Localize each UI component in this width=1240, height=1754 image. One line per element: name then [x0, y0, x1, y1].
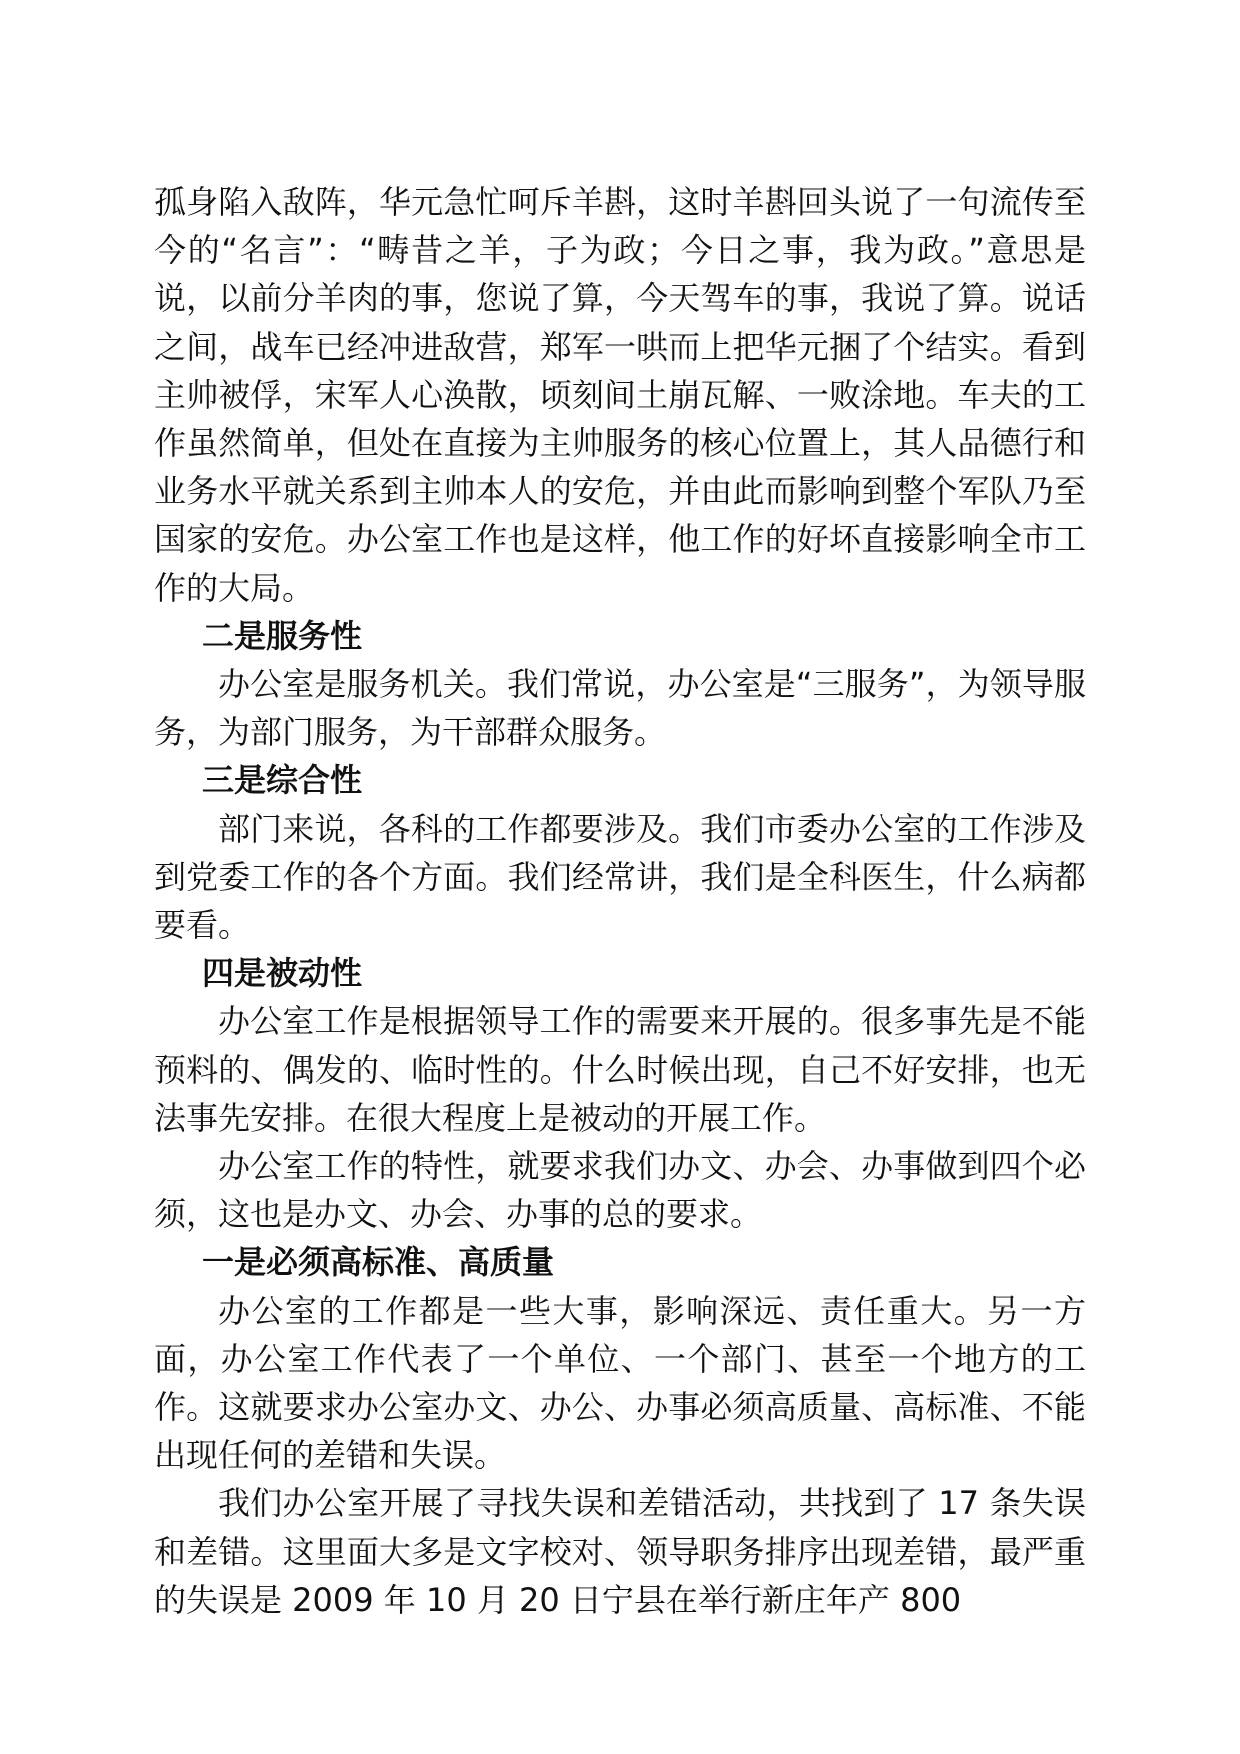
section-heading-service: 二是服务性: [202, 616, 363, 655]
paragraph-passive: 办公室工作是根据领导工作的需要来开展的。很多事先是不能预料的、偶发的、临时性的。什么时候出现，自己不好安排，也无法事先安排。在很大程度上是被动的开展工作。: [154, 1002, 1086, 1137]
paragraph-requirements: 办公室工作的特性，就要求我们办文、办会、办事做到四个必须，这也是办文、办会、办事的总的要求。: [154, 1147, 1086, 1234]
paragraph-comprehensive: 部门来说，各科的工作都要涉及。我们市委办公室的工作涉及到党委工作的各个方面。我们经常讲，我们是全科医生，什么病都要看。: [154, 809, 1086, 945]
section-heading-high-standard: 一是必须高标准、高质量: [202, 1243, 555, 1282]
paragraph-errors-activity: 我们办公室开展了寻找失误和差错活动，共找到了 17 条失误和差错。这里面大多是文字校对、领导职务排序出现差错，最严重的失误是 2009 年 10 月 20 日宁县在举行新庄年产 800: [154, 1484, 1086, 1619]
paragraph-continued: 孤身陷入敌阵，华元急忙呵斥羊斟，这时羊斟回头说了一句流传至今的“名言”：“畴昔之羊，子为政；今日之事，我为政。”意思是说，以前分羊肉的事，您说了算，今天驾车的事，我说了算。说话之间，战车已经冲进敌营，郑军一哄而上把华元捆了个结实。看到主帅被俘，宋军人心涣散，顷刻间土崩瓦解、一败涂地。车夫的工作虽然简单，但处在直接为主帅服务的核心位置上，其人品德行和业务水平就关系到主帅本人的安危，并由此而影响到整个军队乃至国家的安危。办公室工作也是这样，他工作的好坏直接影响全市工作的大局。: [154, 183, 1086, 607]
paragraph-service: 办公室是服务机关。我们常说，办公室是“三服务”，为领导服务，为部门服务，为干部群众服务。: [154, 665, 1086, 752]
section-heading-comprehensive: 三是综合性: [202, 761, 363, 800]
paragraph-high-standard: 办公室的工作都是一些大事，影响深远、责任重大。另一方面，办公室工作代表了一个单位、一个部门、甚至一个地方的工作。这就要求办公室办文、办公、办事必须高质量、高标准、不能出现任何的差错和失误。: [154, 1291, 1086, 1475]
document-body: [154, 178, 1086, 1624]
section-heading-passive: 四是被动性: [202, 954, 363, 993]
